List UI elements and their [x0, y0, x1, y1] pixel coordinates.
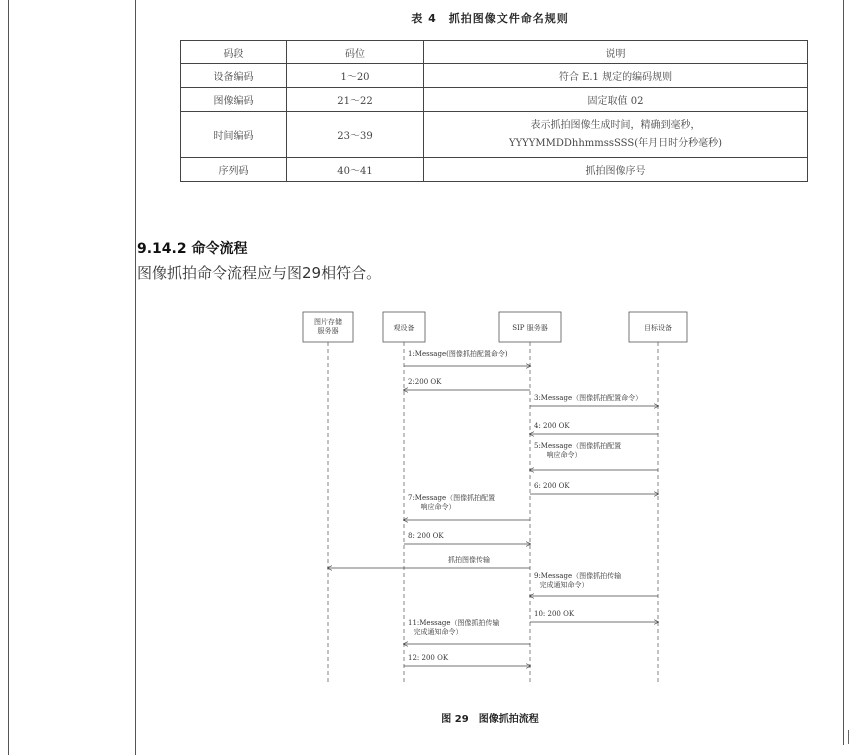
cell-bits: 21～22 [287, 88, 424, 112]
cell-segment: 设备编码 [181, 64, 287, 88]
message [404, 349, 530, 366]
figure-caption: 图 29 图像抓拍流程 [441, 714, 539, 725]
cell-desc: 符合 E.1 规定的编码规则 [424, 64, 808, 88]
cell-desc-line: 表示抓拍图像生成时间，精确到毫秒， [530, 119, 701, 131]
participant-box [383, 312, 425, 342]
content-border-right [843, 0, 844, 745]
message-label: 完成通知命令） [413, 628, 463, 636]
header-desc: 说明 [424, 41, 808, 64]
message [404, 618, 530, 644]
message-label: 5:Message（图像抓拍配置 [534, 442, 622, 450]
cell-desc: 抓拍图像序号 [424, 158, 808, 182]
message [530, 393, 658, 406]
table-row [181, 88, 808, 112]
table-title: 表 4 抓拍图像文件命名规则 [411, 12, 569, 25]
section-text: 图像抓拍命令流程应与图29相符合。 [137, 264, 382, 282]
message [404, 493, 530, 520]
cell-desc-line: YYYYMMDDhhmmssSSS(年月日时分秒毫秒) [508, 137, 723, 149]
content-border-left [135, 0, 136, 755]
message-label: 10: 200 OK [534, 610, 575, 618]
table-row [181, 64, 808, 88]
message-label: 3:Message（图像抓拍配置命令） [534, 394, 643, 402]
participant-label: 观设备 [393, 324, 415, 332]
message [328, 555, 530, 568]
participant-box [499, 312, 561, 342]
section-heading: 9.14.2 命令流程 [137, 241, 248, 257]
cell-segment: 时间编码 [181, 112, 287, 158]
message-label: 4: 200 OK [534, 422, 570, 430]
message [404, 654, 530, 666]
cell-bits: 40～41 [287, 158, 424, 182]
header-bits: 码位 [287, 41, 424, 64]
participant-label: SIP 服务器 [512, 324, 548, 332]
page-border-left [8, 0, 9, 755]
table-row [181, 112, 808, 158]
message [530, 482, 658, 494]
message-label: 抓拍图像传输 [448, 556, 490, 564]
cell-bits: 23～39 [287, 112, 424, 158]
participant-box [303, 312, 353, 342]
message-label: 12: 200 OK [408, 654, 449, 662]
message-label: 8: 200 OK [408, 532, 444, 540]
message-label: 6: 200 OK [534, 482, 570, 490]
message [530, 610, 658, 622]
message-label: 1:Message(图像抓拍配置命令) [408, 350, 508, 358]
message-label: 完成通知命令） [539, 581, 589, 589]
header-segment: 码段 [181, 41, 287, 64]
cell-segment: 图像编码 [181, 88, 287, 112]
participant-label: 服务器 [317, 327, 339, 335]
message [530, 571, 658, 596]
participant-box [629, 312, 687, 342]
message-label: 2:200 OK [408, 378, 442, 386]
table-row [181, 158, 808, 182]
message [530, 422, 658, 434]
cell-desc: 固定取值 02 [424, 88, 808, 112]
table-header-row [181, 41, 808, 64]
cell-desc [424, 112, 808, 158]
message [530, 441, 658, 470]
message [404, 378, 530, 390]
message-label: 7:Message（图像抓拍配置 [408, 494, 496, 502]
cell-segment: 序列码 [181, 158, 287, 182]
message-label: 9:Message（图像抓拍传输 [534, 572, 622, 580]
message-label: 11:Message（图像抓拍传输 [408, 619, 500, 627]
sequence-diagram [290, 300, 690, 688]
participant-label: 目标设备 [644, 324, 672, 332]
message-label: 响应命令） [420, 503, 456, 511]
naming-rules-table [180, 40, 808, 182]
scrollbar-mark [848, 730, 855, 744]
message-label: 响应命令） [546, 451, 582, 459]
message [404, 532, 530, 544]
participant-label: 图片存储 [314, 318, 342, 326]
cell-bits: 1～20 [287, 64, 424, 88]
